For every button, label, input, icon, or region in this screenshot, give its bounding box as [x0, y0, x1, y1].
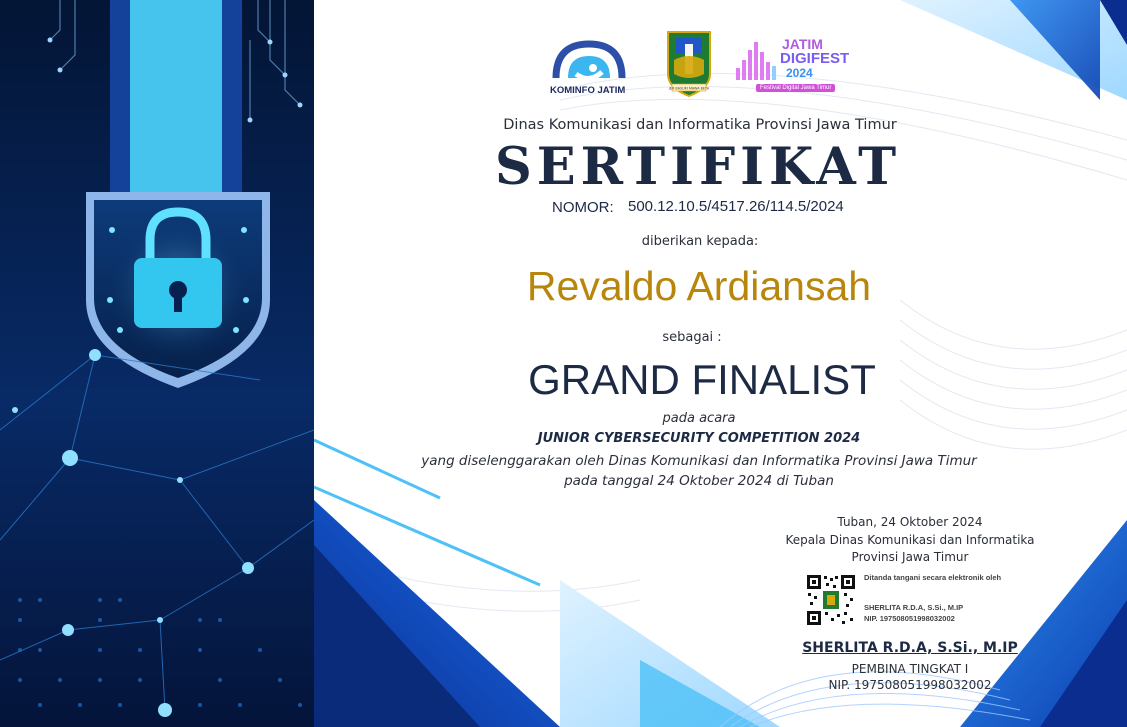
award-title: GRAND FINALIST	[528, 356, 876, 403]
digifest-tagline: Festival Digital Jawa Timur	[756, 84, 835, 92]
digifest-title-1: JATIM	[782, 36, 823, 52]
signer-position-2: Provinsi Jawa Timur	[851, 550, 969, 564]
given-to-label: diberikan kepada:	[641, 234, 759, 249]
kominfo-jatim-logo	[546, 38, 632, 98]
jatim-digifest-logo	[732, 36, 862, 98]
esign-name: SHERLITA R.D.A, S.Si., M.IP	[864, 603, 964, 612]
qr-code-icon[interactable]	[806, 574, 856, 626]
recipient-name: Revaldo Ardiansah	[526, 263, 872, 309]
signer-nip: NIP. 197508051998032002	[828, 678, 992, 692]
digifest-title-2: DIGIFEST	[780, 50, 850, 67]
digifest-year: 2024	[786, 66, 813, 80]
digifest-bars-icon	[732, 38, 782, 84]
kominfo-mark-icon	[546, 38, 632, 86]
signer-position-1: Kepala Dinas Komunikasi dan Informatika	[785, 533, 1035, 547]
organizer-line: yang diselenggarakan oleh Dinas Komunikasi dan Informatika Provinsi Jawa Timur	[421, 453, 977, 469]
event-date-line: pada tanggal 24 Oktober 2024 di Tuban	[564, 473, 834, 489]
issuing-institution: Dinas Komunikasi dan Informatika Provinsi Jawa Timur	[503, 117, 897, 133]
esign-box	[806, 572, 1026, 628]
jawa-timur-emblem	[664, 30, 714, 98]
certificate-number-label: NOMOR:	[552, 199, 614, 216]
role-label: sebagai :	[662, 330, 722, 345]
kominfo-label: KOMINFO JATIM	[550, 85, 626, 96]
certificate-number: 500.12.10.5/4517.26/114.5/2024	[628, 198, 844, 215]
signing-place-date: Tuban, 24 Oktober 2024	[837, 515, 983, 529]
certificate-title: SERTIFIKAT	[494, 137, 902, 197]
event-intro: pada acara	[662, 411, 736, 426]
provincial-emblem-icon	[664, 30, 714, 98]
signer-rank: PEMBINA TINGKAT I	[851, 662, 969, 676]
esign-note: Ditanda tangani secara elektronik oleh	[864, 573, 1002, 582]
signer-name: SHERLITA R.D.A, S.Si., M.IP	[802, 640, 1018, 656]
esign-nip: NIP. 197508051998032002	[864, 614, 955, 623]
cyber-decor-panel	[0, 0, 314, 727]
svg-text:JER BASUKI MAWA BEYA: JER BASUKI MAWA BEYA	[668, 86, 710, 91]
event-name: JUNIOR CYBERSECURITY COMPETITION 2024	[537, 431, 861, 446]
